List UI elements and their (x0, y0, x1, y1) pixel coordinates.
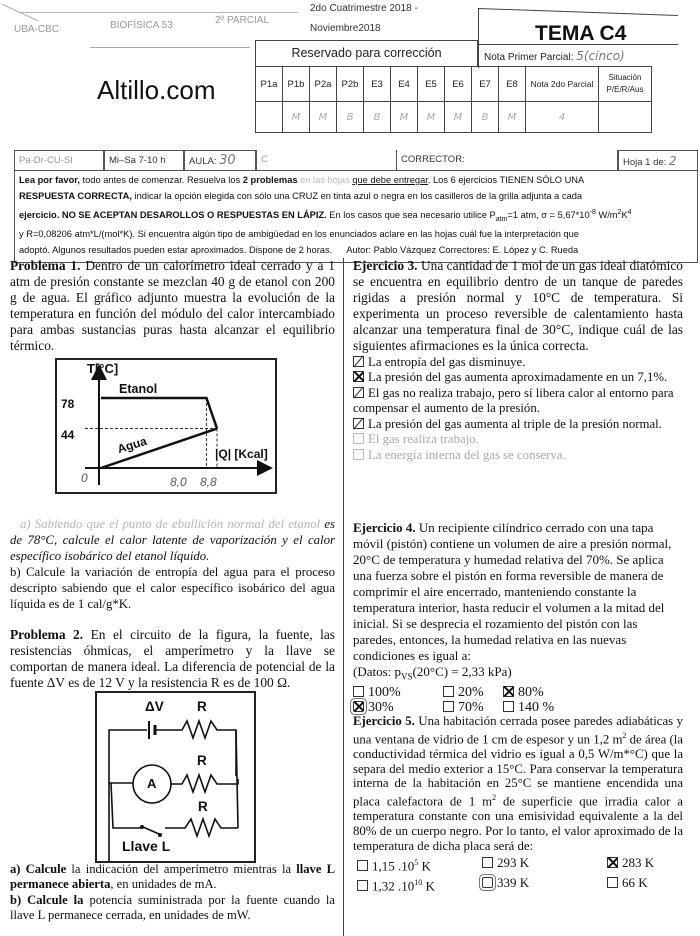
checkbox-icon[interactable] (607, 857, 618, 868)
checkbox-icon[interactable] (443, 701, 454, 712)
grade-col-e7: E7 (472, 67, 499, 102)
instructions-faded: en las hojas (297, 175, 350, 185)
option-label: 1,15 .10 (372, 858, 415, 874)
ejercicio-4-text: Un recipiente cilíndrico cerrado con una tapa móvil (pistón) contiene un volumen de aire a presión normal, 20°C de temperatura y humedad relativa del 70%. Se aplica una fuerza sobre el pistón en forma reversible de manera de comprimir el aire encerrado, manteniendo constante la temperatura interior, hasta reducir el volumen a la mitad del inicial. Si se desprecia el rozamiento del pistón con las paredes, entonces, la humedad relativa en las nuevas condiciones es igual a: (353, 520, 672, 663)
checkbox-icon[interactable] (353, 418, 364, 429)
resistor-label-bottom: R (198, 799, 208, 814)
watermark-altillo: Altillo.com (97, 75, 216, 105)
nota-primer-parcial-label: Nota Primer Parcial: (484, 52, 574, 63)
hoja-value: 2 (668, 154, 677, 168)
instructions-bold-1: Lea por favor, (19, 175, 80, 185)
y-tick-78: 78 (61, 397, 75, 411)
header-mid-line (90, 47, 250, 48)
instructions-text-3: indicar la opción elegida con sólo una CRUZ en tinta azul o negra en los casilleros de la grilla adjunta a cada (131, 190, 583, 201)
grade-col-e3: E3 (364, 67, 391, 102)
nota-primer-parcial-value: 5(cinco) (576, 49, 625, 63)
ejercicio-4-options (353, 685, 683, 715)
checkbox-icon[interactable] (607, 877, 618, 888)
checkbox-icon[interactable] (353, 356, 364, 367)
checkbox-icon[interactable] (353, 701, 364, 712)
ejercicio-5-text-2: de área (la conductividad térmica del vidrio es igual a 0,5 W/m*°C) que la separa del medio exterior a 15°C. Para conservar la temperatura interna de la habitación en 25°C se mantiene encendida una placa calefactora de 1 m (353, 732, 683, 809)
column-divider (343, 258, 344, 936)
problema-2-part-a-rest: , en unidades de mA. (110, 877, 217, 892)
grade-value: M (499, 102, 526, 133)
circuit-diagram (95, 691, 256, 863)
instructions-text-7: K (621, 209, 628, 220)
checkbox-icon[interactable] (482, 857, 493, 868)
resistor-label-middle: R (197, 753, 207, 768)
grade-value: B (364, 102, 391, 133)
patm-subscript: atm (495, 215, 508, 223)
x-tick-8-0: 8,0 (170, 475, 187, 489)
ejercicio-4-option-2[interactable] (443, 685, 503, 700)
instructions-bold-3: RESPUESTA CORRECTA, (19, 190, 132, 201)
x-axis-label: |Q| [Kcal] (215, 447, 268, 461)
grade-value: M (283, 102, 310, 133)
aula-value: 30 (219, 153, 236, 168)
hoja-cell (618, 150, 698, 170)
switch-label: Llave L (122, 838, 171, 854)
problema-1-questions (10, 516, 335, 612)
ejercicio-3-option-5[interactable] (353, 432, 683, 448)
option-label: 100% (368, 684, 401, 700)
series-line-etanol (101, 398, 217, 429)
comision-cell: C (256, 150, 296, 170)
ejercicio-5-title: Ejercicio 5. (353, 714, 415, 728)
graph-svg (57, 360, 275, 492)
ejercicio-5 (353, 714, 683, 894)
aula-cell (184, 150, 256, 170)
source-label: ΔV (145, 699, 164, 714)
problema-2-part-a (0, 862, 335, 893)
checkbox-icon[interactable] (353, 371, 364, 382)
grade-col-e8: E8 (499, 67, 526, 102)
instructions-text-2: . Los 6 ejercicios TIENEN SÓLO UNA (427, 175, 585, 185)
reserved-header: Reservado para corrección (255, 40, 478, 66)
temperature-heat-graph (55, 358, 277, 494)
ejercicio-5-option-4[interactable] (357, 874, 482, 894)
instructions-text-4: En los casos que sea necesario utilice P (326, 209, 496, 220)
option-label: 283 K (622, 854, 655, 870)
option-label: 66 K (622, 875, 648, 891)
grade-value: B (472, 102, 499, 133)
instructions-author: Autor: Pablo Vázquez Correctores: E. López y C. Rueda (346, 245, 579, 256)
exam-label: 2º PARCIAL (215, 15, 270, 26)
checkbox-icon[interactable] (482, 877, 493, 888)
option-exponent: 10 (414, 878, 423, 888)
circuit-wire-right (236, 730, 238, 828)
ejercicio-3 (353, 258, 683, 463)
grade-value (599, 102, 652, 133)
grade-col-p2a: P2a (310, 67, 337, 102)
grade-col-p1b: P1b (283, 67, 310, 102)
ejercicio-3-option-2[interactable] (353, 370, 683, 386)
grade-value: M (445, 102, 472, 133)
problema-1 (10, 258, 335, 355)
option-unit: K (418, 858, 431, 874)
subject-label: BIOFÍSICA 53 (110, 20, 173, 31)
option-label: 70% (458, 699, 484, 715)
ejercicio-4-title: Ejercicio 4. (353, 520, 416, 535)
checkbox-icon[interactable] (503, 686, 514, 697)
problema-2-title: Problema 2. (10, 627, 84, 642)
grade-col-e5: E5 (418, 67, 445, 102)
ejercicio-4-option-5[interactable] (443, 700, 503, 715)
instructions-bold-2: 2 problemas (242, 175, 298, 185)
grade-col-situacion: Situación P/E/R/Aus (599, 67, 652, 102)
checkbox-icon[interactable] (353, 387, 364, 398)
k-exponent: 4 (627, 208, 632, 216)
checkbox-icon[interactable] (357, 880, 368, 891)
resistor-middle (171, 775, 238, 792)
problema-2 (10, 627, 335, 691)
option-label: 20% (458, 684, 484, 700)
grade-value: M (310, 102, 337, 133)
ejercicio-4-option-4[interactable] (353, 700, 443, 715)
problema-1-part-a-faded: a) Sabiendo que el punto de ebullición normal del etanol (20, 517, 321, 531)
instructions-text-9: adoptó. Algunos resultados pueden estar aproximados. Dispone de 2 horas. (19, 245, 333, 256)
problema-1-text: Dentro de un calorímetro ideal cerrado y a 1 atm de presión constante se mezclan 40 g de etanol con 200 g de agua. El gráfico adjunto muestra la evolución de la temperatura en función del módulo del calor intercambiado para ambas sustancias puras hasta alcanzar el equilibrio térmico. (10, 258, 335, 354)
option-label: 30% (368, 699, 394, 715)
problema-2-part-a-text: la indicación del amperímetro mientras la (66, 862, 297, 876)
grading-header-row (256, 67, 652, 102)
aula-label: AULA: (189, 156, 217, 167)
grading-table (255, 66, 652, 133)
m-exponent: 2 (617, 208, 622, 216)
ejercicio-4-data-text: (Datos: p (353, 664, 402, 679)
ejercicio-4-data (353, 664, 683, 685)
grade-value: M (418, 102, 445, 133)
option-label: La energía interna del gas se conserva. (368, 447, 566, 462)
grade-col-nota: Nota 2do Parcial (526, 67, 599, 102)
problema-2-part-a-bold: a) Calcule (10, 862, 67, 876)
ejercicio-5-text-3: de superficie que irradia calor a temperatura constante con una emisividad equivalente a la del 80% de un cuerpo negro. Por lo tanto, el valor aproximado de la temperatura de dicha placa será de: (353, 794, 683, 853)
ejercicio-3-option-6[interactable] (353, 448, 683, 464)
series-label-etanol: Etanol (119, 382, 158, 396)
ejercicio-4 (353, 520, 683, 715)
option-label: 293 K (497, 854, 530, 870)
instructions-bold-4: ejercicio. NO SE ACEPTAN DESAROLLOS O RESPUESTAS EN LÁPIZ. (19, 209, 327, 220)
institution-label: UBA-CBC (14, 24, 60, 35)
ejercicio-4-data-sub: VS (401, 671, 413, 682)
checkbox-icon[interactable] (503, 701, 514, 712)
grade-col-e6: E6 (445, 67, 472, 102)
switch-lever (143, 827, 159, 834)
checkbox-icon[interactable] (357, 860, 368, 871)
ejercicio-3-title: Ejercicio 3. (353, 258, 418, 273)
checkbox-icon[interactable] (353, 686, 364, 697)
option-label: La presión del gas aumenta al triple de la presión normal. (368, 416, 662, 431)
ejercicio-4-data-rest: (20°C) = 2,33 kPa) (412, 664, 512, 679)
ejercicio-5-text-1: Una habitación cerrada posee paredes adiabáticas y una ventana de vidrio de 1 cm de espesor y un 1,2 m (353, 714, 683, 747)
x-tick-0: 0 (81, 471, 88, 485)
instructions-text-1: todo antes de comenzar. Resuelva los (79, 175, 243, 185)
ejercicio-5-option-1[interactable] (357, 854, 482, 874)
horario-cell: Mi–Sa 7-10 h (104, 150, 184, 170)
option-label: El gas realiza trabajo. (368, 432, 479, 447)
y-tick-44: 44 (61, 428, 75, 442)
ejercicio-4-option-6[interactable] (503, 700, 593, 715)
ejercicio-4-option-1[interactable] (353, 685, 443, 700)
grade-value (256, 102, 283, 133)
term-line-1: 2do Cuatrimestre 2018 - (310, 3, 418, 14)
x-tick-8-8: 8,8 (200, 475, 217, 489)
option-exponent: 5 (414, 857, 419, 867)
ejercicio-4-option-3[interactable] (503, 685, 593, 700)
grading-values-row (256, 102, 652, 133)
switch-contact (158, 833, 162, 837)
option-label: 1,32 .10 (372, 878, 415, 894)
grade-col-e4: E4 (391, 67, 418, 102)
checkbox-icon[interactable] (443, 686, 454, 697)
ammeter-label: A (147, 776, 157, 791)
checkbox-icon[interactable] (353, 449, 364, 460)
option-label: El gas no realiza trabajo, pero sí libera calor al entorno para compensar el aumento de la presión. (353, 385, 674, 416)
ejercicio-5-statement (353, 714, 683, 854)
option-label: 140 % (518, 699, 555, 715)
series-label-agua: Agua (115, 433, 149, 457)
sede-cell: Pa-Dr-CU-SI (14, 150, 104, 170)
problema-2-part-a-bold2: llave L permanece abierta (10, 862, 335, 892)
ejercicio-4-statement (353, 520, 683, 664)
problema-2-statement (10, 627, 335, 691)
grade-col-p1a: P1a (256, 67, 283, 102)
grade-value: B (337, 102, 364, 133)
resistor-top (155, 721, 236, 776)
instructions-text-8: y R=0,08206 atm*L/(mol*K). Si encuentra algún tipo de ambigüedad en los enunciados aclare en las hojas cuál fue la interpretación que (19, 229, 579, 240)
problema-1-title: Problema 1. (10, 258, 81, 273)
tema-title: TEMA C4 (535, 22, 627, 45)
problema-1-part-a-text: es de 78°C, calcule el calor latente de vaporización y el calor específico isobárico del etanol líquido. (10, 517, 335, 563)
term-line-2: Noviembre2018 (310, 23, 381, 34)
problema-2-questions (10, 862, 335, 924)
option-label: 80% (518, 684, 544, 700)
circuit-wire-bottom-left (111, 783, 141, 828)
ejercicio-3-statement (353, 258, 683, 355)
grade-value: 4 (526, 102, 599, 133)
ejercicio-5-options (353, 854, 683, 895)
option-label: 339 K (497, 875, 530, 891)
checkbox-icon[interactable] (353, 433, 364, 444)
y-axis-label: T[°C] (87, 361, 119, 376)
ejercicio-3-option-3[interactable] (353, 386, 683, 417)
option-unit: K (422, 878, 435, 894)
problema-2-part-b (10, 893, 335, 924)
grade-value: M (391, 102, 418, 133)
problema-2-part-b-bold: b) Calcule la (10, 892, 84, 907)
option-label: La entropía del gas disminuye. (368, 354, 526, 369)
tema-box-top (478, 8, 678, 16)
corrector-cell: CORRECTOR: (396, 150, 618, 170)
header-top-line (18, 12, 298, 13)
ejercicio-5-option-6[interactable] (607, 874, 687, 894)
circuit-svg (97, 693, 254, 861)
ejercicio-3-options (353, 355, 683, 464)
problema-2-text: En el circuito de la figura, la fuente, las resistencias óhmicas, el amperímetro y la llave se comportan de manera ideal. La diferencia de potencial de la fuente ΔV es de 12 V y la resistencia R es de 100 Ω. (10, 627, 335, 691)
ejercicio-5-sup-1: 2 (622, 730, 627, 740)
sigma-exponent: -8 (589, 208, 596, 216)
switch-pivot (140, 825, 144, 829)
ejercicio-5-option-2[interactable] (482, 854, 607, 874)
problema-1-statement (10, 258, 335, 355)
instructions-text-6: W/m (595, 209, 618, 220)
resistor-label-top: R (197, 699, 207, 714)
ejercicio-5-option-5[interactable] (482, 874, 607, 894)
ejercicio-5-option-3[interactable] (607, 854, 687, 874)
ejercicio-3-option-1[interactable] (353, 355, 683, 371)
problema-1-part-a (10, 516, 335, 564)
problema-2-part-b-text: potencia suministrada por la fuente cuando la llave L permanece cerrada, en unidades de mW. (10, 892, 335, 923)
resistor-bottom (165, 819, 238, 836)
ejercicio-3-option-4[interactable] (353, 417, 683, 433)
nota-primer-parcial-row (478, 44, 678, 66)
grade-col-p2b: P2b (337, 67, 364, 102)
instructions-underlined: que debe entregar (352, 175, 428, 185)
ejercicio-5-sup-2: 2 (492, 793, 497, 803)
problema-1-part-b: b) Calcule la variación de entropía del agua para el proceso descripto sabiendo que el calor específico isobárico del agua líquida es de 1 cal/g*K. (10, 565, 335, 611)
hoja-label: Hoja 1 de: (623, 157, 667, 168)
instructions-text-5: =1 atm, σ = 5,67*10 (507, 209, 590, 220)
ejercicio-3-text: Una cantidad de 1 mol de un gas ideal diatómico se encuentra en equilibrio dentro de un tanque de paredes rigidas a presión normal y 10°C de temperatura. Si experimenta un proceso reversible de calentamiento hasta alcanzar una temperatura final de 30°C, indique cuál de las siguientes afirmaciones es la única correcta. (353, 258, 684, 354)
option-label: La presión del gas aumenta aproximadamente en un 7,1%. (368, 370, 668, 385)
instructions-box (14, 170, 698, 263)
